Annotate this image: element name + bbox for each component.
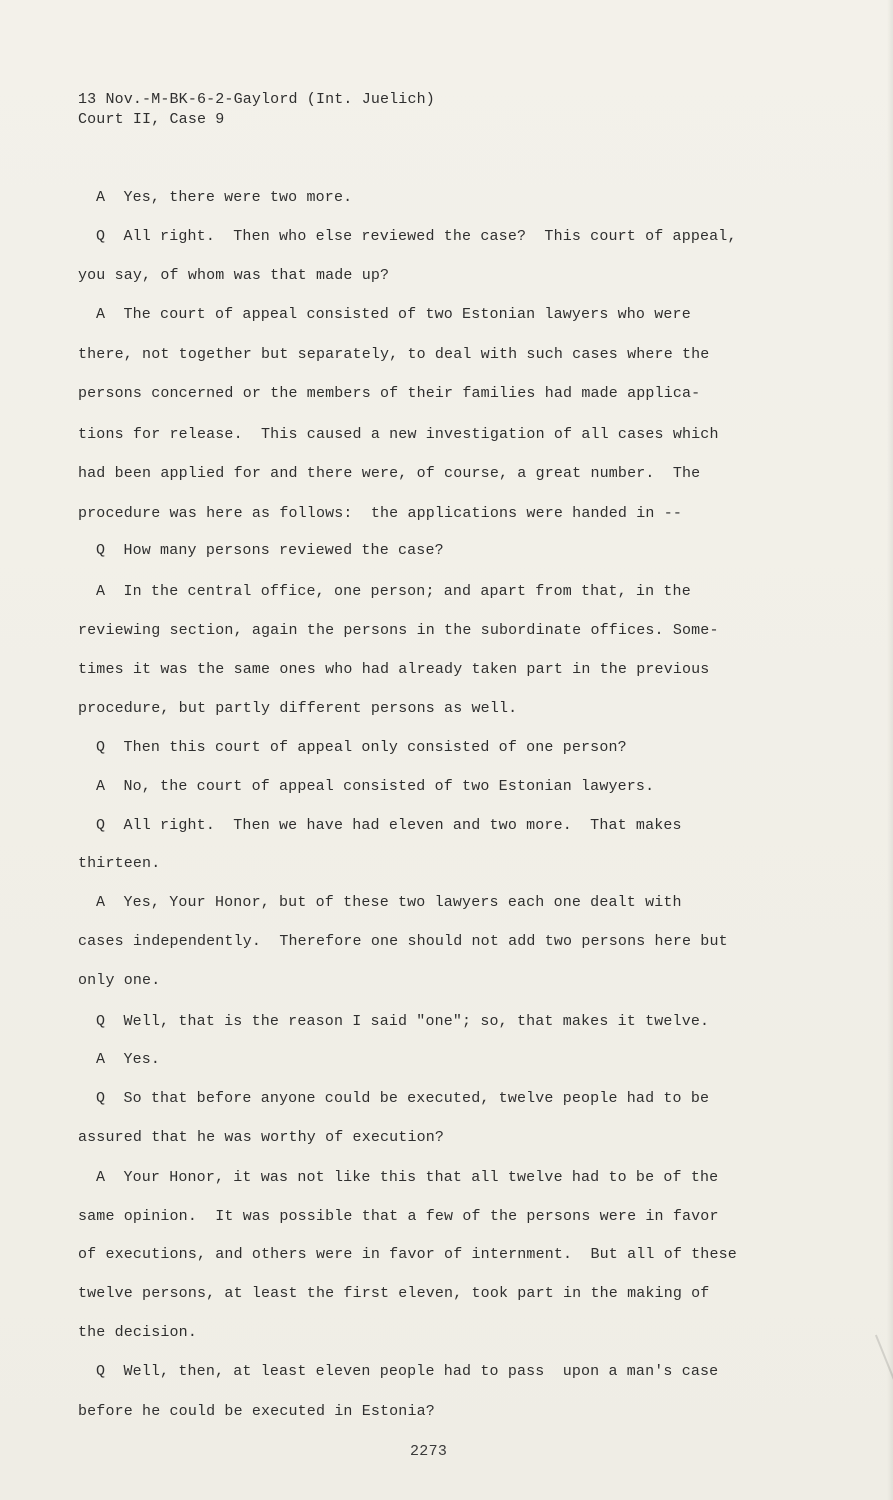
transcript-line-23: A Yes. [96, 1051, 161, 1068]
transcript-line-21: only one. [78, 972, 161, 989]
transcript-line-31: Q Well, then, at least eleven people had to pass upon a man's case [96, 1363, 719, 1380]
transcript-line-20: cases independently. Therefore one should not add two persons here but [78, 933, 728, 950]
transcript-line-18: thirteen. [78, 855, 161, 872]
transcript-line-32: before he could be executed in Estonia? [78, 1403, 435, 1420]
transcript-line-22: Q Well, that is the reason I said "one"; so, that makes it twelve. [96, 1013, 710, 1030]
transcript-line-13: times it was the same ones who had already taken part in the previous [78, 661, 710, 678]
transcript-line-7: tions for release. This caused a new investigation of all cases which [78, 426, 719, 443]
transcript-line-10: Q How many persons reviewed the case? [96, 542, 444, 559]
transcript-line-25: assured that he was worthy of execution? [78, 1129, 445, 1146]
transcript-line-29: twelve persons, at least the first eleven, took part in the making of [78, 1285, 710, 1302]
page-number: 2273 [410, 1443, 448, 1460]
transcript-line-3: you say, of whom was that made up? [78, 267, 390, 284]
transcript-line-15: Q Then this court of appeal only consisted of one person? [96, 739, 627, 756]
transcript-line-12: reviewing section, again the persons in the subordinate offices. Some- [78, 622, 719, 639]
transcript-line-19: A Yes, Your Honor, but of these two lawyers each one dealt with [96, 894, 682, 911]
transcript-line-14: procedure, but partly different persons as well. [78, 700, 518, 717]
transcript-line-30: the decision. [78, 1324, 197, 1341]
transcript-line-4: A The court of appeal consisted of two Estonian lawyers who were [96, 306, 691, 323]
transcript-line-9: procedure was here as follows: the applications were handed in -- [78, 505, 682, 522]
transcript-line-26: A Your Honor, it was not like this that all twelve had to be of the [96, 1169, 719, 1186]
document-header [78, 90, 435, 130]
transcript-line-2: Q All right. Then who else reviewed the case? This court of appeal, [96, 228, 737, 245]
transcript-line-5: there, not together but separately, to deal with such cases where the [78, 346, 710, 363]
transcript-line-16: A No, the court of appeal consisted of two Estonian lawyers. [96, 778, 655, 795]
transcript-line-24: Q So that before anyone could be executed, twelve people had to be [96, 1090, 710, 1107]
header-line-2: Court II, Case 9 [78, 111, 225, 128]
transcript-line-1: A Yes, there were two more. [96, 189, 353, 206]
header-line-1: 13 Nov.-M-BK-6-2-Gaylord (Int. Juelich) [78, 91, 435, 108]
transcript-line-11: A In the central office, one person; and apart from that, in the [96, 583, 691, 600]
transcript-line-8: had been applied for and there were, of course, a great number. The [78, 465, 701, 482]
transcript-line-28: of executions, and others were in favor of internment. But all of these [78, 1246, 737, 1263]
transcript-line-17: Q All right. Then we have had eleven and two more. That makes [96, 817, 682, 834]
page-edge-shadow [887, 0, 893, 1500]
transcript-line-27: same opinion. It was possible that a few of the persons were in favor [78, 1208, 719, 1225]
transcript-line-6: persons concerned or the members of their families had made applica- [78, 385, 701, 402]
